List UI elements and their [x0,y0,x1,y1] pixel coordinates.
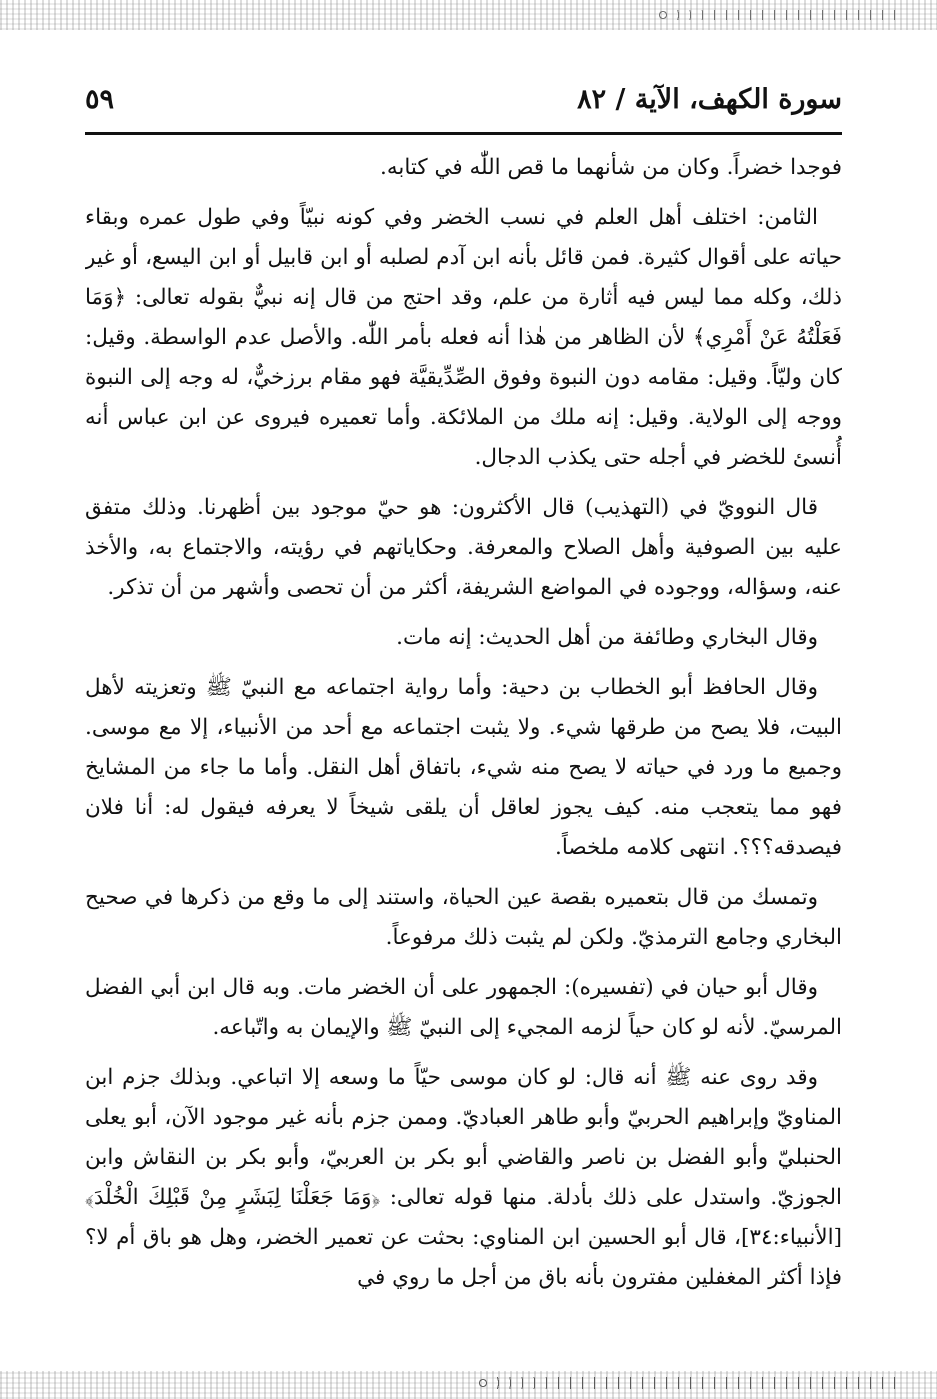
header-rule [85,132,842,135]
paragraph-2: الثامن: اختلف أهل العلم في نسب الخضر وفي كونه نبيّاً وفي طول عمره وبقاء حياته على أقوال كثيرة. فمن قائل بأنه ابن آدم لصلبه أو ابن قابيل أو ابن اليسع، أو غير ذلك، وكله مما ليس فيه أثارة من علم، وقد احتج من قال إنه نبيٌّ بقوله تعالى: ﴿وَمَا فَعَلْتُهُ عَنْ أَمْرِي﴾ لأن الظاهر من هٰذا أنه فعله بأمر اللّٰه. والأصل عدم الواسطة. وقيل: كان وليّاً. وقيل: مقامه دون النبوة وفوق الصِّدِّيقيَّة فهو مقام برزخيٌّ، له وجه إلى النبوة ووجه إلى الولاية. وقيل: إنه ملك من الملائكة. وأما تعميره فيروى عن ابن عباس أنه أُنسئ للخضر في أجله حتى يكذب الدجال. [85,205,842,470]
paragraph-5: وقال الحافظ أبو الخطاب بن دحية: وأما رواية اجتماعه مع النبيّ ﷺ وتعزيته لأهل البيت، فلا يصح من طرقها شيء. ولا يثبت اجتماعه مع أحد من الأنبياء، إلا مع موسى. وجميع ما ورد في حياته لا يصح منه شيء، باتفاق أهل النقل. وأما ما جاء من المشايخ فهو مما يتعجب منه. كيف يجوز لعاقل أن يلقى شيخاً لا يعرفه فيقول له: أنا فلان فيصدقه؟؟؟. انتهى كلامه ملخصاً. [85,675,842,860]
bottom-decorative-border [0,1371,937,1399]
running-header [85,80,842,130]
page-body [85,148,842,1359]
paragraph-7: وقال أبو حيان في (تفسيره): الجمهور على أن الخضر مات. وبه قال ابن أبي الفضل المرسيّ. لأنه لو كان حياً لزمه المجيء إلى النبيّ ﷺ والإيمان به واتّباعه. [85,975,842,1040]
paragraph-8: وقد روى عنه ﷺ أنه قال: لو كان موسى حيّاً ما وسعه إلا اتباعي. وبذلك جزم ابن المناويّ وإبراهيم الحربيّ وأبو طاهر العباديّ. وممن جزم بأنه غير موجود الآن، أبو يعلى الحنبليّ وأبو الفضل بن ناصر والقاضي أبو بكر بن العربيّ، وأبو بكر بن النقاش وابن الجوزيّ. واستدل على ذلك بأدلة. منها قوله تعالى: ﴿وَمَا جَعَلْنَا لِبَشَرٍ مِنْ قَبْلِكَ الْخُلْدَ﴾ [الأنبياء:٣٤]، قال أبو الحسين ابن المناوي: بحثت عن تعمير الخضر، وهل هو باق أم لا؟ فإذا أكثر المغفلين مفترون بأنه باق من أجل ما روي في [85,1065,842,1290]
paragraph-1: فوجدا خضراً. وكان من شأنهما ما قص اللّٰه في كتابه. [380,155,842,180]
top-ornament-chain [657,10,897,20]
top-decorative-border [0,0,937,30]
paragraph-4: وقال البخاري وطائفة من أهل الحديث: إنه مات. [396,625,818,650]
paragraph-6: وتمسك من قال بتعميره بقصة عين الحياة، واستند إلى ما وقع من ذكرها في صحيح البخاري وجامع الترمذيّ. ولكن لم يثبت ذلك مرفوعاً. [85,885,842,950]
surah-verse-title: سورة الكهف، الآية / ٨٢ [577,84,842,115]
page-number: ٥٩ [85,84,115,115]
paragraph-3: قال النوويّ في (التهذيب) قال الأكثرون: هو حيّ موجود بين أظهرنا. وذلك متفق عليه بين الصوفية وأهل الصلاح والمعرفة. وحكاياتهم في رؤيته، والاجتماع به، والأخذ عنه، وسؤاله، ووجوده في المواضع الشريفة، أكثر من أن تحصى وأشهر من أن تذكر. [85,495,842,600]
bottom-ornament-chain [477,1377,897,1389]
